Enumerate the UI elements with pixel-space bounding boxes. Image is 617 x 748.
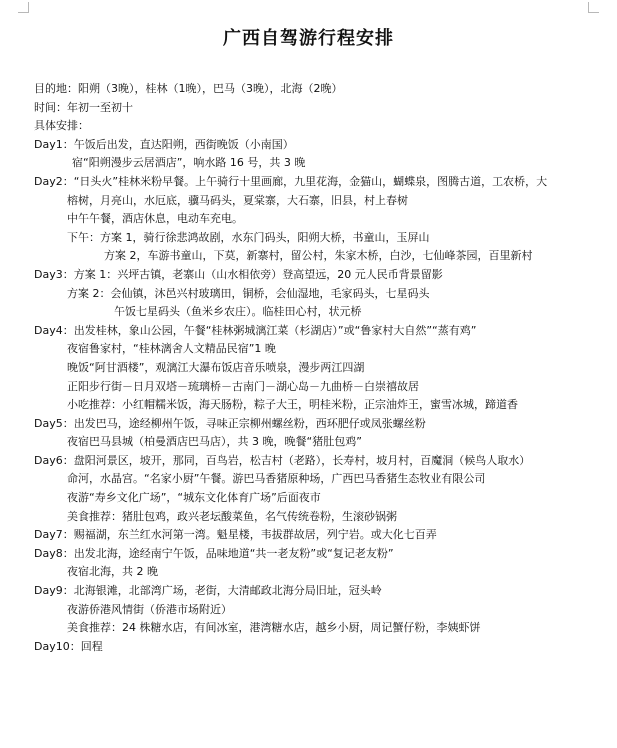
day-detail-line: 宿“阳朔漫步云居酒店”，响水路 16 号，共 3 晚	[72, 156, 306, 170]
destination-line: 目的地：阳朔（3晚），桂林（1晚），巴马（3晚），北海（2晚）	[34, 82, 343, 95]
day-text: 出发巴马，途经柳州午饭，寻味正宗柳州螺丝粉，西环肥仔或凤张螺丝粉	[73, 416, 426, 430]
day-line	[34, 173, 609, 192]
day-text: 盘阳河景区，坡开，那同，百鸟岩，松吉村（老路），长寿村，坡月村，百魔洞（候鸟人取水）	[73, 453, 531, 467]
day-detail-line: 下午：方案 1，骑行徐悲鸿故剧，水东门码头，阳朔大桥，书童山，玉屏山	[67, 230, 430, 244]
day-block	[34, 638, 609, 657]
day-text: 方案 1：兴坪古镇，老寨山（山水相依旁）登高望远，20 元人民币背景留影	[73, 267, 443, 281]
day-label: Day2：	[34, 174, 74, 188]
day-block	[34, 322, 609, 415]
page-corner-mark-left	[18, 2, 29, 13]
day-line	[34, 266, 609, 285]
day-label: Day3：	[34, 267, 74, 281]
day-text: 北海银滩，北部湾广场，老街，大清邮政北海分局旧址，冠头岭	[73, 584, 382, 598]
day-line	[34, 136, 609, 155]
day-line	[34, 526, 609, 545]
day-detail-line: 午饭七星码头（鱼米乡农庄）。临桂田心村，状元桥	[114, 305, 362, 319]
day-detail-line: 夜宿北海，共 2 晚	[67, 565, 158, 579]
document-title: 广西自驾游行程安排	[223, 28, 394, 49]
schedule-header: 具体安排：	[34, 119, 89, 133]
day-text: “日头火”桂林米粉早餐。上午骑行十里画廊，九里花海，金猫山，蝴蝶泉，图腾古道，工农桥，大	[73, 174, 548, 188]
day-detail-line: 美食推荐：猪肚包鸡，政兴老坛酸菜鱼，名气传统卷粉，生滚砂锅粥	[67, 509, 397, 523]
page-corner-mark-right	[588, 2, 599, 13]
day-line	[34, 638, 609, 657]
day-label: Day8：	[34, 546, 74, 560]
day-line	[34, 452, 609, 471]
day-detail-line: 夜宿巴马县城（柏曼酒店巴马店），共 3 晚，晚餐“猪肚包鸡”	[67, 435, 362, 449]
day-block	[34, 545, 609, 582]
day-text: 午饭后出发，直达阳朔，西街晚饭（小南国）	[73, 137, 294, 151]
day-text: 赐福湖，东兰红水河第一湾。魁星楼，韦拔群故居，列宁岩。或大化七百弄	[73, 528, 437, 542]
day-text: 出发北海，途经南宁午饭，品味地道“共一老友粉”或“复记老友粉”	[73, 546, 394, 560]
day-block	[34, 415, 609, 452]
day-label: Day6：	[34, 453, 74, 467]
day-label: Day1：	[34, 137, 74, 151]
day-text: 回程	[80, 639, 103, 653]
day-block	[34, 582, 609, 638]
day-detail-line: 正阳步行街－日月双塔－琉璃桥－古南门－湖心岛－九曲桥－白崇禧故居	[67, 379, 419, 393]
day-detail-line: 方案 2：会仙镇，沐邑兴村玻璃田，铜桥，会仙湿地，毛家码头，七星码头	[67, 286, 430, 300]
day-detail-line: 美食推荐：24 株糖水店，有间冰室，港湾糖水店，越乡小厨，周记蟹仔粉，李姨虾饼	[67, 621, 481, 635]
day-detail-line: 夜游“寿乡文化广场”，“城东文化体育广场”后面夜市	[67, 491, 321, 505]
day-detail-line: 小吃推荐：小红帽糯米饭，海天肠粉，粽子大王，明桂米粉，正宗油炸王，蜜雪冰城，蹄道香	[67, 398, 518, 412]
day-block	[34, 173, 609, 266]
day-block	[34, 266, 609, 322]
day-label: Day9：	[34, 584, 74, 598]
day-detail-line: 夜宿鲁家村，“桂林漓舍人文精品民宿”1 晚	[67, 342, 276, 356]
time-line: 时间：年初一至初十	[34, 100, 133, 114]
day-line	[34, 322, 609, 341]
day-label: Day5：	[34, 416, 74, 430]
day-block	[34, 136, 609, 173]
day-label: Day4：	[34, 323, 74, 337]
day-block	[34, 526, 609, 545]
day-label: Day7：	[34, 528, 74, 542]
day-line	[34, 415, 609, 434]
day-detail-line: 命河，水晶宫。“名家小厨”午餐。游巴马香猪原种场，广西巴马香猪生态牧业有限公司	[67, 472, 486, 486]
day-line	[34, 582, 609, 601]
day-list	[34, 136, 609, 657]
day-detail-line: 中午午餐，酒店休息，电动车充电。	[67, 212, 243, 226]
day-detail-line: 榕树，月亮山，水厄底，骥马码头，夏棠寨，大石寨，旧县，村上春树	[67, 193, 408, 207]
day-detail-line: 方案 2，车游书童山，下莫，新寨村，留公村，朱家木桥，白沙，七仙峰茶园，百里新村	[104, 249, 533, 263]
day-label: Day10：	[34, 639, 81, 653]
day-detail-line: 晚饭“阿甘酒楼”，观漓江大瀑布饭店音乐喷泉，漫步两江四湖	[67, 360, 365, 374]
day-block	[34, 452, 609, 526]
day-text: 出发桂林，象山公园，午餐“桂林粥城漓江菜（杉湖店）”或“鲁家村大自然”“蒸有鸡”	[73, 323, 477, 337]
document-body	[34, 80, 609, 656]
day-detail-line: 夜游侨港风情街（侨港市场附近）	[67, 602, 232, 616]
day-line	[34, 545, 609, 564]
